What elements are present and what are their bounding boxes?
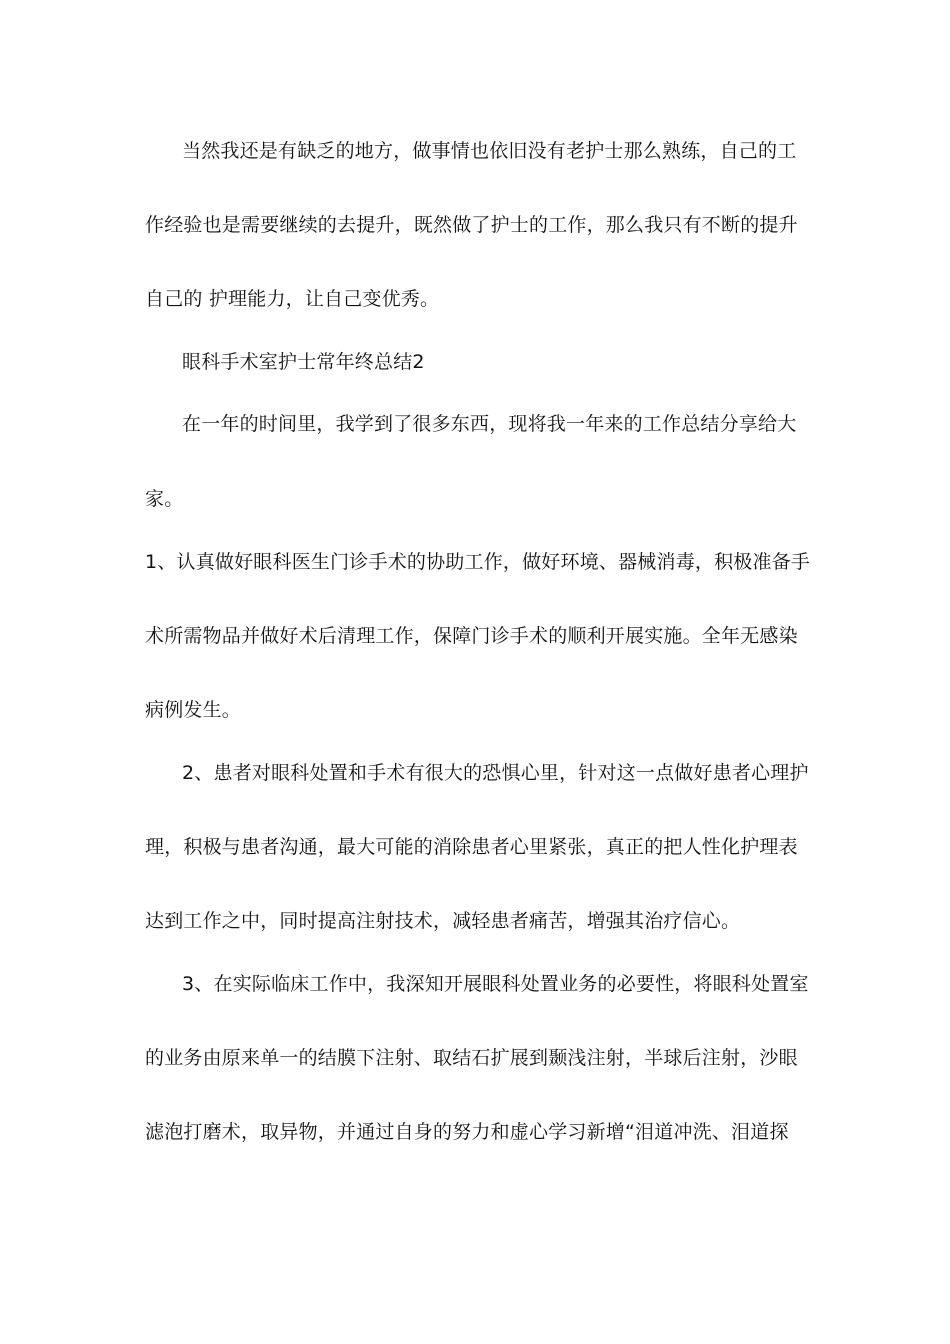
paragraph-line: 自己的 护理能力，让自己变优秀。 [145,288,440,310]
list-item-line: 的业务由原来单一的结膜下注射、取结石扩展到颞浅注射，半球后注射，沙眼 [145,1047,798,1069]
section-heading: 眼科手术室护士常年终总结2 [182,351,425,373]
list-item-line: 术所需物品并做好术后清理工作，保障门诊手术的顺利开展实施。全年无感染 [145,625,798,647]
list-item-line: 理，积极与患者沟通，最大可能的消除患者心里紧张，真正的把人性化护理表 [145,836,798,858]
list-item-line: 病例发生。 [145,699,242,721]
list-item-line: 滤泡打磨术，取异物，并通过自身的努力和虚心学习新增“泪道冲洗、泪道探 [145,1121,789,1143]
paragraph-line: 当然我还是有缺乏的地方，做事情也依旧没有老护士那么熟练，自己的工 [182,140,797,162]
list-item-line: 3、在实际临床工作中，我深知开展眼科处置业务的必要性，将眼科处置室 [182,973,809,995]
list-item-line: 2、患者对眼科处置和手术有很大的恐惧心里，针对这一点做好患者心理护 [182,762,809,784]
paragraph-line: 在一年的时间里，我学到了很多东西，现将我一年来的工作总结分享给大 [182,413,797,435]
list-item-line: 达到工作之中，同时提高注射技术，减轻患者痛苦，增强其治疗信心。 [145,910,741,932]
paragraph-line: 家。 [145,488,184,510]
paragraph-line: 作经验也是需要继续的去提升，既然做了护士的工作，那么我只有不断的提升 [145,214,798,236]
list-item-line: 1、认真做好眼科医生门诊手术的协助工作，做好环境、器械消毒，积极准备手 [145,551,811,573]
